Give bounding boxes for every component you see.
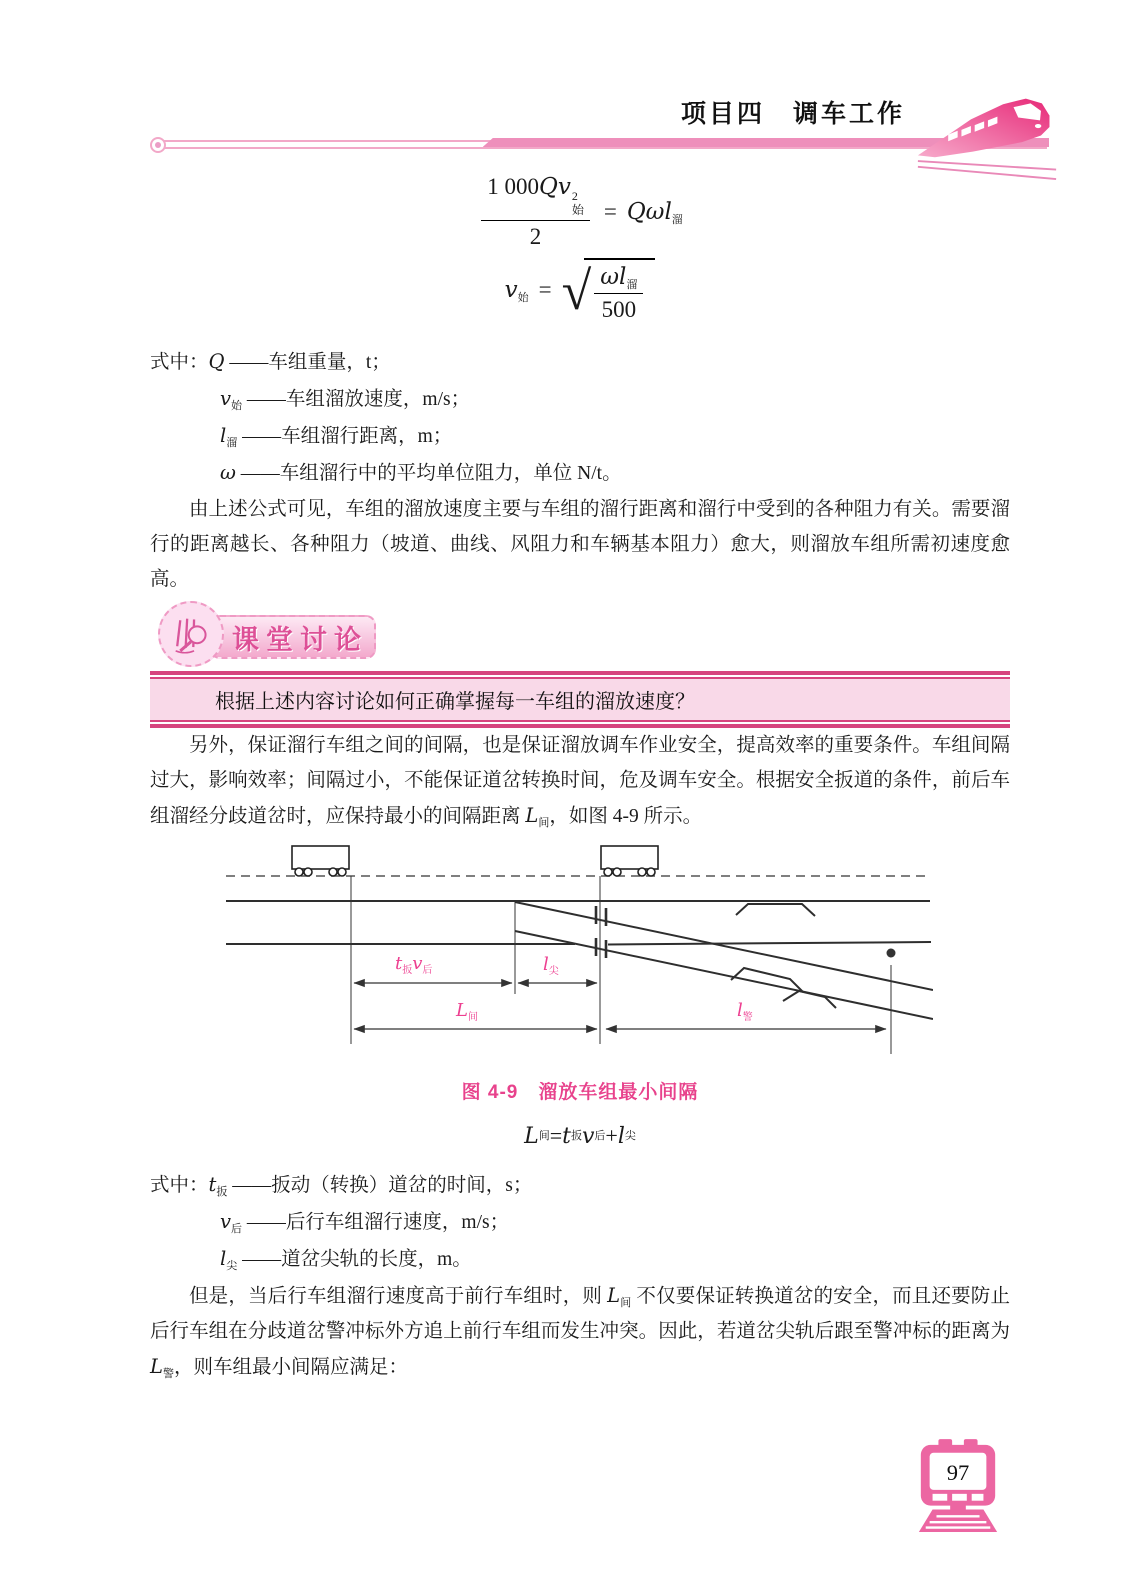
check-rails bbox=[731, 904, 836, 1008]
formula-minimum-interval: L 间 = t 扳 v 后 + l 尖 bbox=[524, 1123, 636, 1149]
discussion-badge-pill bbox=[210, 615, 376, 659]
definition-item: $v_后$ ——后行车组溜行速度，m/s； bbox=[220, 1210, 510, 1235]
train-icon bbox=[916, 90, 1058, 182]
dim-label-interval: $L_间$ bbox=[456, 1000, 478, 1023]
figure-4-9 bbox=[223, 839, 933, 1069]
figure-caption: 图 4-9 溜放车组最小间隔 bbox=[461, 1082, 699, 1103]
page-number-badge bbox=[913, 1437, 1003, 1537]
paragraph: 由上述公式可见，车组的溜放速度主要与车组的溜行距离和溜行中受到的各种阻力有关。需要溜行的距离越长、各种阻力（坡道、曲线、风阻力和车辆基本阻力）愈大，则溜放车组所需初速度愈高。 bbox=[150, 499, 1010, 590]
dimension-lines bbox=[354, 983, 886, 1029]
content-column bbox=[0, 175, 1127, 1385]
discussion-badge bbox=[150, 605, 1010, 667]
turnout-diagram bbox=[223, 839, 933, 1069]
definition-item: 式中：$t_扳$ ——扳动（转换）道岔的时间，s； bbox=[150, 1173, 533, 1198]
definition-list-1 bbox=[150, 344, 1010, 492]
page-number: 97 bbox=[946, 1460, 970, 1486]
discussion-icon bbox=[158, 601, 224, 667]
dim-label-switch-rail: $l_尖$ bbox=[543, 954, 559, 977]
dim-label-switching-time: $t_扳v_后$ bbox=[395, 953, 433, 976]
dim-label-warning: $l_警$ bbox=[737, 1000, 753, 1023]
discussion-badge-label: 课堂讨论 bbox=[232, 624, 368, 655]
definition-item: $v_始$ ——车组溜放速度，m/s； bbox=[220, 387, 471, 412]
track-rails bbox=[226, 901, 933, 1023]
freight-car-front bbox=[601, 846, 658, 876]
definition-item: $l_尖$ ——道岔尖轨的长度，m。 bbox=[220, 1247, 472, 1272]
discussion-question-box bbox=[150, 671, 1010, 728]
definition-item: ω ——车组溜行中的平均单位阻力，单位 N/t。 bbox=[220, 461, 622, 484]
discussion-question: 根据上述内容讨论如何正确掌握每一车组的溜放速度？ bbox=[215, 691, 695, 713]
header-rule bbox=[150, 137, 1049, 151]
square-root: √ $\frac{\omega l_溜}{500}$ bbox=[562, 258, 656, 323]
fouling-point-dot bbox=[887, 949, 896, 958]
monitor-icon bbox=[913, 1437, 1003, 1537]
formula-energy-balance: 1 000Qv 2 始 2 = Qωl$_溜$ bbox=[150, 175, 1010, 249]
definition-list-2 bbox=[150, 1167, 1010, 1278]
magnifier-books-icon bbox=[168, 611, 214, 657]
freight-car-rear bbox=[292, 846, 349, 876]
paragraph: 另外，保证溜行车组之间的间隔，也是保证溜放调车作业安全，提高效率的重要条件。车组间隔过大，影响效率；间隔过小，不能保证道岔转换时间，危及调车安全。根据安全扳道的条件，前后车组溜经分歧道岔时，应保持最小的间隔距离 $L_间$，如图 4-9 所示。 bbox=[150, 735, 1010, 829]
definition-item: $l_溜$ ——车组溜行距离，m； bbox=[220, 424, 453, 449]
paragraph: 但是，当后行车组溜行速度高于前行车组时，则 $L_间$ 不仅要保证转换道岔的安全，而且还要防止后行车组在分歧道岔警冲标外方追上前行车组而发生冲突。因此，若道岔尖轨后跟至警冲标的距离为 $L_警$，则车组最小间隔应满足： bbox=[150, 1284, 1010, 1380]
definition-item: 式中：Q ——车组重量，t； bbox=[150, 350, 391, 373]
fraction: 1 000Qv 2 始 2 bbox=[481, 174, 590, 251]
formula-initial-speed: $v_始$ = √ $\frac{\omega l_溜}{500}$ bbox=[150, 249, 1010, 331]
chapter-title: 项目四 调车工作 bbox=[680, 100, 905, 128]
